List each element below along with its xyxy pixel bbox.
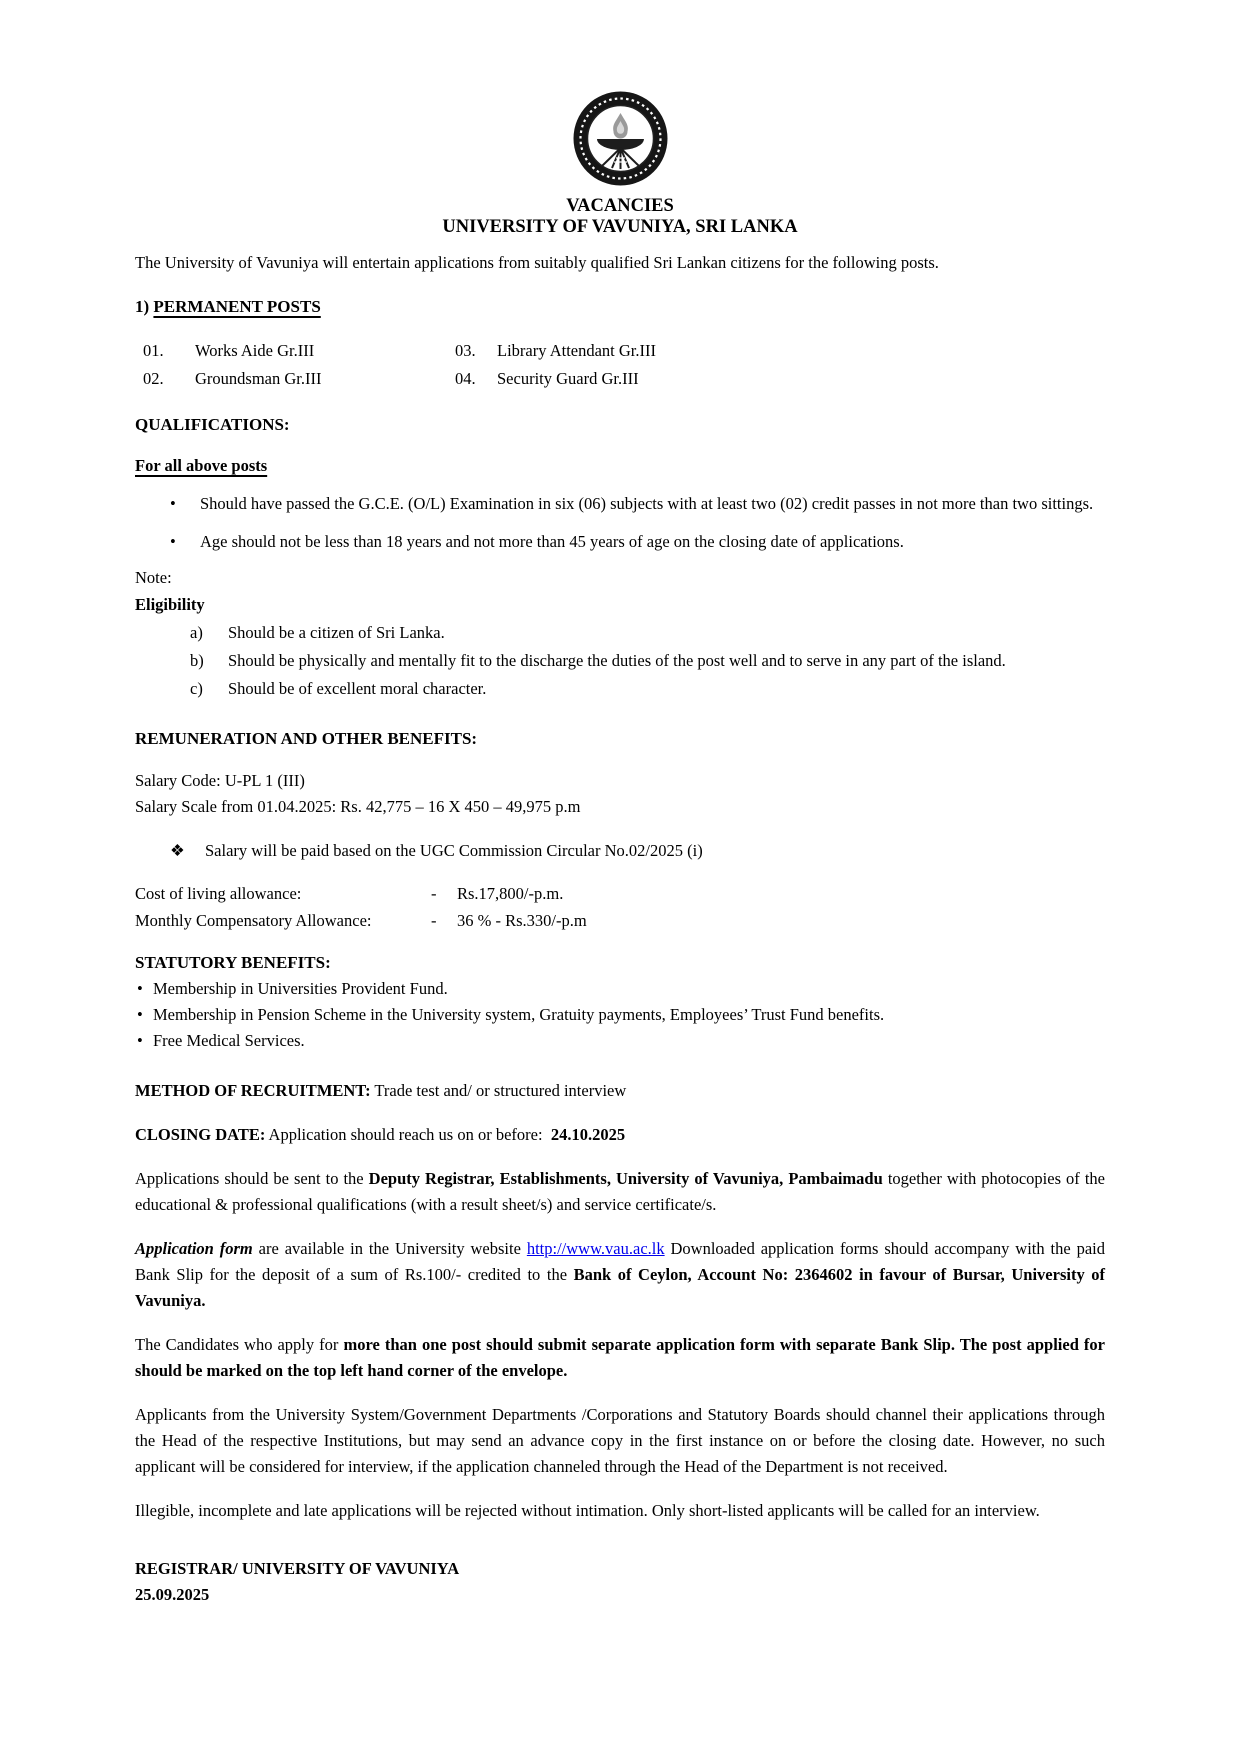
posts-list — [143, 338, 1105, 392]
list-marker: a) — [190, 623, 203, 642]
page-subtitle: UNIVERSITY OF VAVUNIYA, SRI LANKA — [442, 217, 798, 237]
allowance-value: 36 % - Rs.330/-p.m — [457, 911, 587, 930]
statutory-text: Membership in Universities Provident Fund. — [153, 979, 448, 998]
bullet-icon: • — [170, 532, 176, 551]
text-segment: Downloaded application forms should accompany with the paid Bank Slip for the deposit of a sum of Rs.100/- credited to the — [135, 1239, 1105, 1284]
eligibility-text: Should be of excellent moral character. — [228, 679, 487, 698]
bullet-icon: • — [170, 494, 176, 513]
text-segment: Application form — [135, 1239, 253, 1258]
list-marker: b) — [190, 651, 204, 670]
statutory-item — [135, 1002, 1105, 1028]
bullet-icon: • — [137, 1031, 143, 1050]
statutory-benefits-heading: STATUTORY BENEFITS: — [135, 953, 331, 972]
allowances-table — [135, 881, 1105, 934]
statutory-text: Membership in Pension Scheme in the University system, Gratuity payments, Employees’ Trust Fund benefits. — [153, 1005, 885, 1024]
diamond-bullet-icon: ❖ — [170, 841, 185, 860]
post-number: 03. — [455, 341, 476, 360]
bullet-icon: • — [137, 1005, 143, 1024]
method-of-recruitment-line — [135, 1078, 1105, 1104]
title-block — [135, 196, 1105, 238]
for-all-posts-subheading: For all above posts — [135, 456, 268, 475]
text-segment: Bank of Ceylon, Account No: 2364602 in favour of Bursar, University of Vavuniya. — [135, 1265, 1105, 1310]
bullet-text: Should have passed the G.C.E. (O/L) Examination in six (06) subjects with at least two (02) credit passes in not more than two sittings. — [200, 494, 1094, 513]
text-segment: more than one post should submit separate application form with separate Bank Slip. The post applied for should be marked on the top left hand corner of the envelope. — [135, 1335, 1105, 1380]
post-title: Library Attendant Gr.III — [497, 341, 656, 360]
allowance-dash: - — [431, 911, 437, 930]
applications-send-paragraph — [135, 1166, 1105, 1218]
text-segment: CLOSING DATE: — [135, 1125, 266, 1144]
salary-code-line: Salary Code: U-PL 1 (III) — [135, 771, 305, 790]
eligibility-text: Should be physically and mentally fit to the discharge the duties of the post well and to serve in any part of the island. — [228, 651, 1006, 670]
qualifications-heading: QUALIFICATIONS: — [135, 415, 290, 434]
statutory-text: Free Medical Services. — [153, 1031, 305, 1050]
qualification-bullet-item — [135, 529, 1105, 555]
eligibility-item — [135, 676, 1105, 702]
bullet-icon: • — [137, 979, 143, 998]
allowance-label: Monthly Compensatory Allowance: — [135, 911, 372, 930]
post-number: 04. — [455, 369, 476, 388]
allowance-value: Rs.17,800/-p.m. — [457, 884, 564, 903]
eligibility-item — [135, 620, 1105, 646]
text-segment: 24.10.2025 — [550, 1125, 626, 1144]
list-marker: c) — [190, 679, 203, 698]
post-number: 01. — [143, 341, 164, 360]
signature-block — [135, 1556, 1105, 1608]
registrar-line: REGISTRAR/ UNIVERSITY OF VAVUNIYA — [135, 1559, 460, 1578]
text-segment: are available in the University website — [252, 1239, 527, 1258]
note-label: Note: — [135, 568, 172, 587]
qualification-bullet-item — [135, 491, 1105, 517]
application-form-paragraph — [135, 1236, 1105, 1314]
text-segment: Trade test and/ or structured interview — [370, 1081, 627, 1100]
salary-scale-line: Salary Scale from 01.04.2025: Rs. 42,775 – 16 X 450 – 49,975 p.m — [135, 797, 581, 816]
text-segment: Deputy Registrar, Establishments, University of Vavuniya, Pambaimadu — [368, 1169, 883, 1188]
applicants-channel-paragraph: Applicants from the University System/Government Departments /Corporations and Statutory Boards should channel their applications through the Head of the respective Institutions, but may send an advance copy in the first instance on or before the closing date. However, no such applicant will be considered for interview, if the application channeled through the Head of the Department is not received. — [135, 1405, 1105, 1476]
allowance-label: Cost of living allowance: — [135, 884, 302, 903]
intro-paragraph: The University of Vavuniya will entertain applications from suitably qualified Sri Lankan citizens for the following posts. — [135, 253, 939, 272]
notice-date: 25.09.2025 — [135, 1585, 210, 1604]
text-segment: METHOD OF RECRUITMENT: — [135, 1081, 371, 1100]
eligibility-text: Should be a citizen of Sri Lanka. — [228, 623, 445, 642]
website-link[interactable]: http://www.vau.ac.lk — [526, 1239, 665, 1258]
text-segment: Application should reach us on or before: — [265, 1125, 551, 1144]
candidates-paragraph — [135, 1332, 1105, 1384]
page-title: VACANCIES — [566, 196, 674, 216]
text-segment: together with photocopies of the educational & professional qualifications (with a result sheet/s) and service certificate/s. — [135, 1169, 1105, 1214]
post-title: Security Guard Gr.III — [497, 369, 639, 388]
illegible-paragraph: Illegible, incomplete and late applications will be rejected without intimation. Only short-listed applicants will be called for an interview. — [135, 1501, 1040, 1520]
university-seal-icon — [572, 90, 669, 187]
statutory-item — [135, 976, 1105, 1002]
statutory-item — [135, 1028, 1105, 1054]
text-segment: Applications should be sent to the — [135, 1169, 369, 1188]
post-title: Groundsman Gr.III — [195, 369, 322, 388]
ugc-note-item — [135, 838, 1105, 864]
eligibility-label: Eligibility — [135, 595, 205, 614]
ugc-note-text: Salary will be paid based on the UGC Commission Circular No.02/2025 (i) — [205, 841, 703, 860]
logo-container — [135, 90, 1105, 190]
heading-label: PERMANENT POSTS — [153, 297, 321, 316]
remuneration-heading: REMUNERATION AND OTHER BENEFITS: — [135, 729, 478, 748]
permanent-posts-heading — [135, 294, 1105, 320]
salary-block — [135, 768, 1105, 820]
bullet-text: Age should not be less than 18 years and not more than 45 years of age on the closing date of applications. — [200, 532, 904, 551]
text-segment: The Candidates who apply for — [135, 1335, 344, 1354]
eligibility-item — [135, 648, 1105, 674]
heading-prefix: 1) — [135, 297, 150, 316]
allowance-dash: - — [431, 884, 437, 903]
post-title: Works Aide Gr.III — [195, 341, 315, 360]
closing-date-line — [135, 1122, 1105, 1148]
post-number: 02. — [143, 369, 164, 388]
